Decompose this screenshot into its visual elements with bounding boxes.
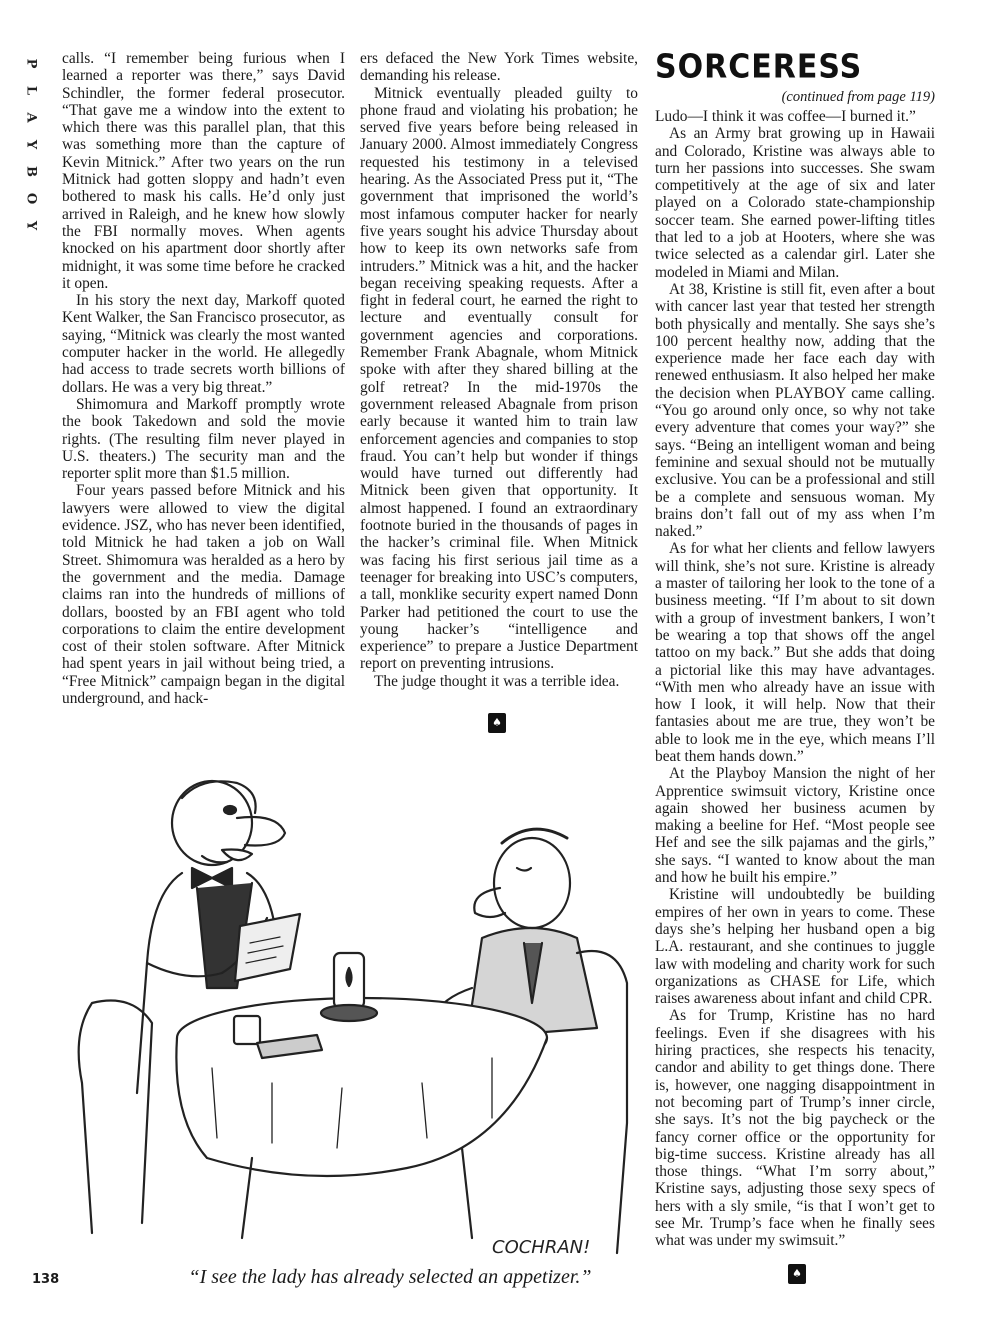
logo-letter: P [23,58,39,69]
paragraph: ers defaced the New York Times website, demanding his release. [360,50,638,85]
paragraph: As for Trump, Kristine has no hard feelings. Even if she disagrees with his hiring practices, she respects his tenacity, candor and ability to get things done. There is, however, one nagging disappointment in not becoming part of Trump’s inner circle, she says. It’s not the big paycheck or the fancy corner office or the opportunity for big-time success. Kristine already has all those things. “What I’m sorry about,” Kristine says, adjusting those sexy specs of hers with a sly smile, “is that I won’t get to see Mr. Trump’s face when he finally sees what was under my swimsuit.” [655,1007,935,1250]
paragraph: calls. “I remember being furious when I learned a reporter was there,” says David Schindler, the former federal prosecutor. “That gave me a window into the extent to which there was this parallel plan, that this was something more than the capture of Kevin Mitnick.” After two years on the run Mitnick had gotten sloppy and hadn’t even bothered to mask his calls. He’d only just arrived in Raleigh, and he knew how slowly the FBI normally moves. When agents knocked on his apartment door shortly after midnight, it was some time before he cracked it open. [62,50,345,292]
paragraph: Mitnick eventually pleaded guilty to phone fraud and violating his probation; he served five years before being released in January 2000. Almost immediately Congress requested his testimony in a televised hearing. As the Associated Press put it, “The government that imprisoned the world’s most infamous computer hacker for nearly five years sought his advice Thursday about how to keep its own networks safe from intruders.” Mitnick was a hit, and the hacker began receiving speaking requests. After a fight in federal court, he earned the right to lecture and eventually consult for government agencies and corporations. Remember Frank Abagnale, whom Mitnick spoke with after they shared billing at the golf retreat? In the mid-1970s the government released Abagnale from prison early because it wanted him to train law enforcement agencies and companies to stop fraud. You can’t help but wonder if things would have turned out differently had Mitnick been given that opportunity. It almost happened. I found an extraordinary footnote buried in the thousands of pages in the hacker’s criminal file. When Mitnick was facing his first serious jail time as a teenager for breaking into USC’s computers, a tall, monklike security expert named Donn Parker had petitioned the court to use the young hacker’s “intelligence and experience” to prepare a Justice Department report on preventing intrusions. [360,84,638,673]
paragraph: Four years passed before Mitnick and his lawyers were allowed to view the digital evidence. JSZ, who has never been identified, told Mitnick he had taken a job on Wall Street. Shimomura was heralded as a hero by the government and the media. Damage claims ran into the hundreds of millions of dollars, boosted by an FBI agent who told corporations to claim the entire development cost of their stolen software. After Mitnick had spent years in jail without being tried, a “Free Mitnick” campaign began in the digital underground, and hack- [62,482,345,707]
page-number: 138 [32,1272,60,1287]
article-column-1 [62,50,345,707]
article-column-2 [360,50,638,690]
logo-letter: Y [23,139,39,150]
paragraph: At the Playboy Mansion the night of her Apprentice swimsuit victory, Kristine once again showed her business acumen by making a beeline for Hef. “Most people see Hef and see the silk pajamas and the girls,” she says. “I wanted to know about the man and how he built his empire.” [655,765,935,887]
sorceress-column [655,108,935,1250]
logo-letter: B [23,166,39,177]
continued-from-note: (continued from page 119) [781,89,935,105]
paragraph: At 38, Kristine is still fit, even after a bout with cancer last year that tested her strength both physically and mentally. She says she’s 100 percent healthy now, adding that the experience made her face each day with renewed enthusiasm. It also helped her make the decision when PLAYBOY came calling. “You go around only once, so why not take every adventure that comes your way?” she says. “Being an intelligent woman and being feminine and sexual should not be mutually exclusive. You can be a professional and still be a complete and sensuous woman. My brains don’t fall out of my ass when I’m naked.” [655,280,935,541]
logo-letter: O [23,192,39,205]
sorceress-headline: SORCERESS [655,48,863,87]
logo-letter: Y [23,220,39,231]
cartoonist-signature: COCHRAN! [492,1237,591,1258]
end-mark-rabbit-icon: ♠ [788,1264,806,1284]
end-mark-rabbit-icon: ♠ [488,713,506,733]
logo-letter: L [23,85,39,96]
vertical-magazine-logo [22,50,40,239]
paragraph: As an Army brat growing up in Hawaii and Colorado, Kristine was always able to turn her passions into successes. She swam competitively at the age of six and later played on a Colorado state-championship soccer team. She earned power-lifting titles that led to a job at Hooters, where she was twice selected as a calendar girl. Later she modeled in Miami and Milan. [655,125,935,281]
paragraph: As for what her clients and fellow lawyers will think, she’s not sure. Kristine is already a master of tailoring her look to the tone of a business meeting. “If I’m about to sit down with a group of investment bankers, I won’t be wearing a top that shows off the angel tattoo on my back.” But she adds that doing a pictorial like this may have advantages. “With men who already have an issue with how I look, it will help. Now that their fantasies about me are true, they won’t be able to look me in the eye, which means I’ll beat them hands down.” [655,540,935,765]
paragraph: In his story the next day, Markoff quoted Kent Walker, the San Francisco prosecutor, as saying, “Mitnick was clearly the most wanted computer hacker in the world. He allegedly had access to trade secrets worth billions of dollars. He was a very big threat.” [62,292,345,396]
paragraph: The judge thought it was a terrible idea. [374,672,620,690]
waiter-cartoon-illustration [62,738,644,1268]
paragraph: Ludo—I think it was coffee—I burned it.” [655,108,916,125]
logo-letter: A [23,112,39,123]
cartoon-caption: “I see the lady has already selected an appetizer.” [188,1266,592,1288]
paragraph: Shimomura and Markoff promptly wrote the book Takedown and sold the movie rights. (The resulting film never played in U.S. theaters.) The security man and the reporter split more than $1.5 million. [62,395,345,483]
paragraph: Kristine will undoubtedly be building empires of her own in years to come. These days she’s helping her husband open a big L.A. restaurant, and she continues to juggle law with modeling and charity work for such organizations as CHASE for Life, which raises awareness about infant and child CPR. [655,886,935,1008]
